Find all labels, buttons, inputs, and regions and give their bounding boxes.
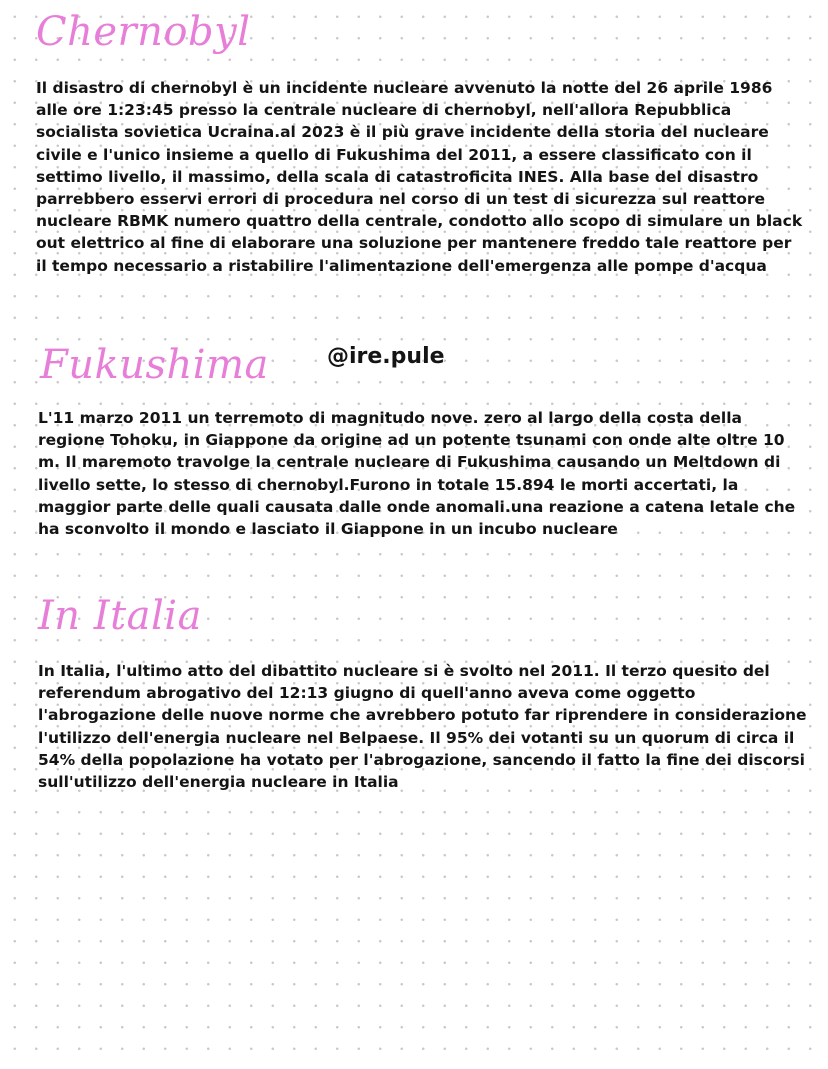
heading-chernobyl: Chernobyl (36, 9, 251, 55)
heading-fukushima: Fukushima (40, 342, 269, 388)
paragraph-chernobyl: Il disastro di chernobyl è un incidente nucleare avvenuto la notte del 26 aprile 1986 alle ore 1:23:45 presso la centrale nucleare di chernobyl, nell'allora Repubblica socialista sovietica Ucraina.al 2023 è il più grave incidente della storia del nucleare civile e l'unico insieme a quello di Fukushima del 2011, a essere classificato con il settimo livello, il massimo, della scala di catastroficita INES. Alla base del disastro parrebbero esservi errori di procedura nel corso di un test di sicurezza sul reattore nucleare RBMK numero quattro della centrale, condotto allo scopo di simulare un black out elettrico al fine di elaborare una soluzione per mantenere freddo tale reattore per il tempo necessario a ristabilire l'alimentazione dell'emergenza alle pompe d'acqua (36, 79, 803, 275)
author-handle: @ire.pule (327, 344, 445, 369)
paragraph-italia: In Italia, l'ultimo atto del dibattito nucleare si è svolto nel 2011. Il terzo quesito del referendum abrogativo del 12:13 giugno di quell'anno aveva come oggetto l'abrogazione delle nuove norme che avrebbero potuto far riprendere in considerazione l'utilizzo dell'energia nucleare nel Belpaese. Il 95% dei votanti su un quorum di circa il 54% della popolazione ha votato per l'abrogazione, sancendo il fatto la fine dei discorsi sull'utilizzo dell'energia nucleare in Italia (38, 662, 807, 792)
paragraph-fukushima: L'11 marzo 2011 un terremoto di magnitudo nove. zero al largo della costa della regione Tohoku, in Giappone da origine ad un potente tsunami con onde alte oltre 10 m. Il maremoto travolge la centrale nucleare di Fukushima causando un Meltdown di livello sette, lo stesso di chernobyl.Furono in totale 15.894 le morti accertati, la maggior parte delle quali causata dalle onde anomali.una reazione a catena letale che ha sconvolto il mondo e lasciato il Giappone in un incubo nucleare (38, 409, 796, 539)
heading-italia: In Italia (38, 593, 202, 639)
